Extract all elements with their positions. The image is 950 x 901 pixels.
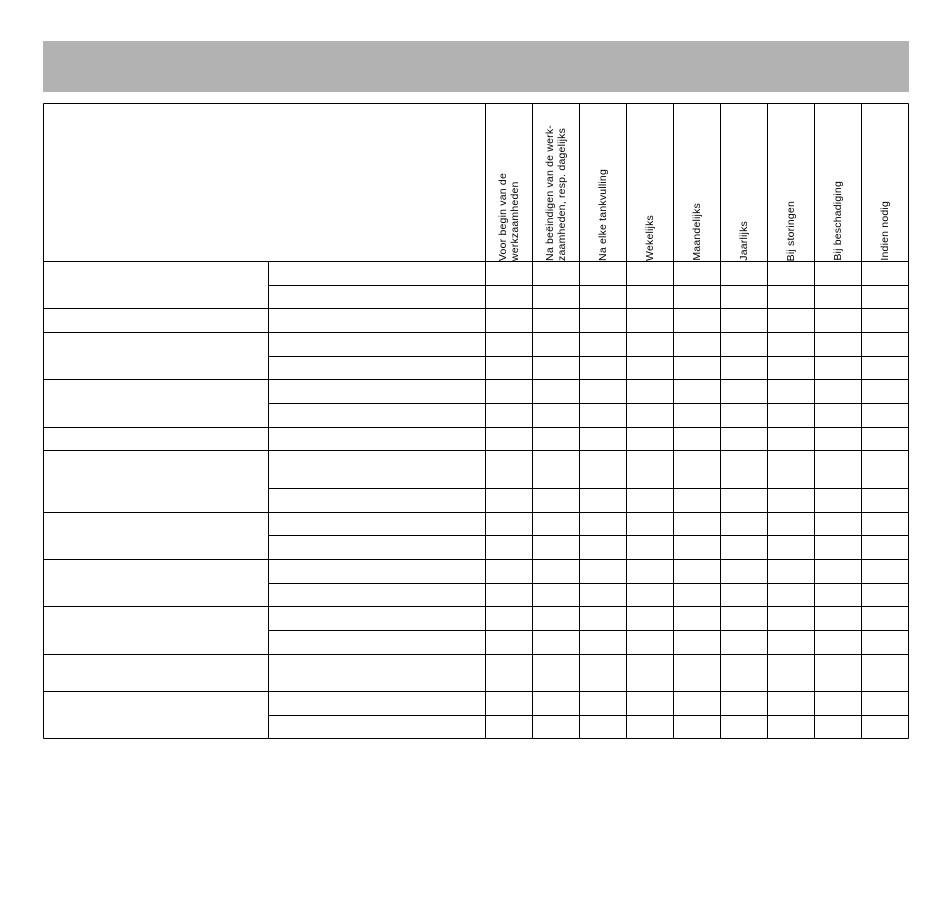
task-cell <box>269 489 485 512</box>
column-header-label: Na elke tankvulling <box>596 169 609 261</box>
component-cell <box>44 607 268 654</box>
column-header-label: Maandelijks <box>690 203 703 261</box>
component-cell <box>44 451 268 512</box>
column-header <box>720 103 767 261</box>
task-cell <box>269 451 485 488</box>
column-header-label: Wekelijks <box>643 215 656 261</box>
column-header-label: Bij storingen <box>784 200 797 261</box>
component-cell <box>44 309 268 332</box>
task-cell <box>269 536 485 559</box>
task-cell <box>269 286 485 308</box>
task-cell <box>269 428 485 450</box>
column-header <box>485 103 532 261</box>
component-cell <box>44 380 268 427</box>
column-header <box>861 103 908 261</box>
task-cell <box>269 716 485 738</box>
task-cell <box>269 560 485 583</box>
task-cell <box>269 607 485 630</box>
task-cell <box>269 655 485 691</box>
task-cell <box>269 513 485 535</box>
column-header-label: Voor begin van de werkzaamheden <box>496 172 521 261</box>
column-header <box>673 103 720 261</box>
column-header-label: Jaarlijks <box>737 221 750 261</box>
task-cell <box>269 357 485 379</box>
column-header <box>579 103 626 261</box>
column-header <box>814 103 861 261</box>
task-cell <box>269 631 485 654</box>
column-header-label: Bij beschadiging <box>831 181 844 261</box>
component-cell <box>44 655 268 691</box>
task-cell <box>269 584 485 606</box>
component-cell <box>44 262 268 308</box>
task-cell <box>269 404 485 427</box>
component-cell <box>44 428 268 450</box>
component-cell <box>44 513 268 559</box>
column-header-label: Indien nodig <box>878 201 891 261</box>
column-header <box>532 103 579 261</box>
task-cell <box>269 380 485 403</box>
column-header <box>767 103 814 261</box>
task-cell <box>269 333 485 356</box>
column-header <box>626 103 673 261</box>
task-cell <box>269 309 485 332</box>
task-cell <box>269 262 485 285</box>
component-cell <box>44 333 268 379</box>
column-header-label: Na beëindigen van de werk- zaamheden, resp. dagelijks <box>543 125 568 261</box>
task-cell <box>269 692 485 715</box>
component-cell <box>44 560 268 606</box>
component-cell <box>44 692 268 738</box>
